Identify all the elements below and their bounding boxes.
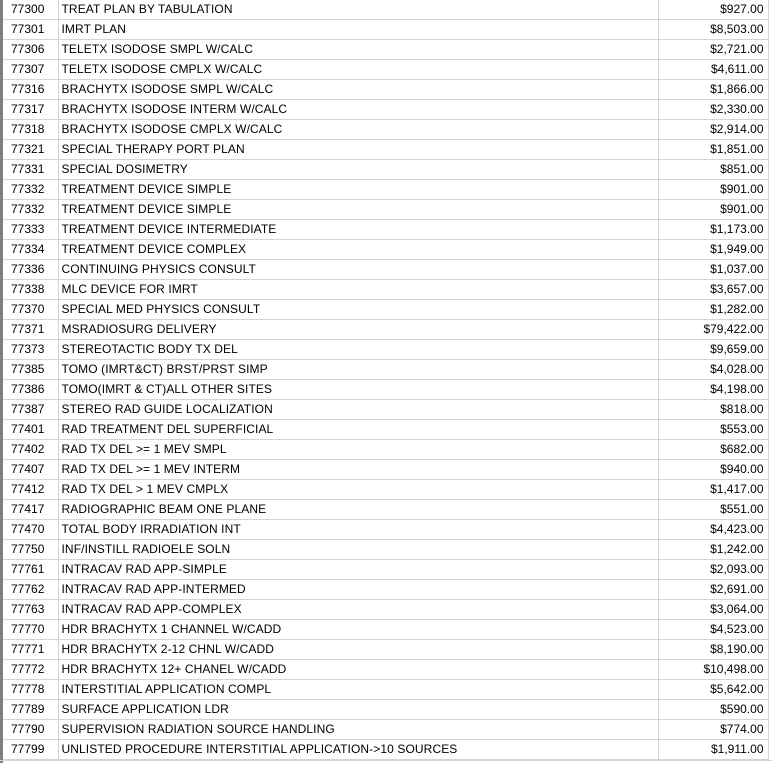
cell-price[interactable]: $901.00 bbox=[658, 180, 768, 200]
cell-description[interactable]: TOMO (IMRT&CT) BRST/PRST SIMP bbox=[58, 360, 658, 380]
table-row bbox=[3, 740, 768, 760]
cell-price[interactable]: $1,037.00 bbox=[658, 260, 768, 280]
cell-description[interactable]: TELETX ISODOSE CMPLX W/CALC bbox=[58, 60, 658, 80]
cell-procedure-code[interactable]: 77338 bbox=[3, 280, 58, 300]
cell-description[interactable]: BRACHYTX ISODOSE SMPL W/CALC bbox=[58, 80, 658, 100]
table-row bbox=[3, 100, 768, 120]
cell-procedure-code[interactable]: 77300 bbox=[3, 0, 58, 20]
table-body bbox=[3, 0, 768, 760]
cell-price[interactable]: $3,657.00 bbox=[658, 280, 768, 300]
cell-price[interactable]: $851.00 bbox=[658, 160, 768, 180]
cell-description[interactable]: INF/INSTILL RADIOELE SOLN bbox=[58, 540, 658, 560]
cell-procedure-code[interactable]: 77763 bbox=[3, 600, 58, 620]
cell-procedure-code[interactable]: 77318 bbox=[3, 120, 58, 140]
table-row bbox=[3, 420, 768, 440]
cell-procedure-code[interactable]: 77761 bbox=[3, 560, 58, 580]
cell-price[interactable]: $1,417.00 bbox=[658, 480, 768, 500]
partial-row[interactable] bbox=[0, 760, 772, 764]
cell-description[interactable]: TREATMENT DEVICE SIMPLE bbox=[58, 200, 658, 220]
cell-procedure-code[interactable]: 77417 bbox=[3, 500, 58, 520]
cell-price[interactable]: $4,523.00 bbox=[658, 620, 768, 640]
cell-procedure-code[interactable]: 77771 bbox=[3, 640, 58, 660]
cell-price[interactable]: $1,173.00 bbox=[658, 220, 768, 240]
cell-price[interactable]: $8,190.00 bbox=[658, 640, 768, 660]
table-row bbox=[3, 140, 768, 160]
cell-price[interactable]: $1,282.00 bbox=[658, 300, 768, 320]
table-row bbox=[3, 20, 768, 40]
table-row bbox=[3, 120, 768, 140]
table-row bbox=[3, 200, 768, 220]
table-row bbox=[3, 300, 768, 320]
cell-procedure-code[interactable]: 77762 bbox=[3, 580, 58, 600]
cell-procedure-code[interactable]: 77470 bbox=[3, 520, 58, 540]
cell-procedure-code[interactable]: 77306 bbox=[3, 40, 58, 60]
cell-price[interactable]: $774.00 bbox=[658, 720, 768, 740]
cell-price[interactable]: $551.00 bbox=[658, 500, 768, 520]
cell-procedure-code[interactable]: 77333 bbox=[3, 220, 58, 240]
table-row bbox=[3, 520, 768, 540]
cell-price[interactable]: $2,721.00 bbox=[658, 40, 768, 60]
cell-price[interactable]: $940.00 bbox=[658, 460, 768, 480]
price-table bbox=[3, 0, 769, 760]
cell-price[interactable]: $2,914.00 bbox=[658, 120, 768, 140]
cell-price[interactable]: $4,423.00 bbox=[658, 520, 768, 540]
cell-procedure-code[interactable]: 77332 bbox=[3, 200, 58, 220]
cell-description[interactable]: UNLISTED PROCEDURE INTERSTITIAL APPLICATION->10 SOURCES bbox=[58, 740, 658, 760]
table-row bbox=[3, 620, 768, 640]
cell-price[interactable]: $1,911.00 bbox=[658, 740, 768, 760]
table-row bbox=[3, 260, 768, 280]
table-row bbox=[3, 380, 768, 400]
cell-description[interactable]: SPECIAL THERAPY PORT PLAN bbox=[58, 140, 658, 160]
table-row bbox=[3, 0, 768, 20]
cell-description[interactable]: STEREO RAD GUIDE LOCALIZATION bbox=[58, 400, 658, 420]
cell-description[interactable]: TOTAL BODY IRRADIATION INT bbox=[58, 520, 658, 540]
cell-procedure-code[interactable]: 77373 bbox=[3, 340, 58, 360]
table-row bbox=[3, 680, 768, 700]
table-row bbox=[3, 640, 768, 660]
cell-procedure-code[interactable]: 77385 bbox=[3, 360, 58, 380]
table-row bbox=[3, 400, 768, 420]
table-row bbox=[3, 460, 768, 480]
table-row bbox=[3, 280, 768, 300]
cell-description[interactable]: MSRADIOSURG DELIVERY bbox=[58, 320, 658, 340]
cell-price[interactable]: $79,422.00 bbox=[658, 320, 768, 340]
cell-description[interactable]: TREATMENT DEVICE SIMPLE bbox=[58, 180, 658, 200]
table-row bbox=[3, 580, 768, 600]
cell-procedure-code[interactable]: 77778 bbox=[3, 680, 58, 700]
cell-description[interactable]: INTRACAV RAD APP-COMPLEX bbox=[58, 600, 658, 620]
cell-description[interactable]: INTERSTITIAL APPLICATION COMPL bbox=[58, 680, 658, 700]
cell-price[interactable]: $682.00 bbox=[658, 440, 768, 460]
cell-description[interactable]: MLC DEVICE FOR IMRT bbox=[58, 280, 658, 300]
cell-price[interactable]: $1,242.00 bbox=[658, 540, 768, 560]
cell-price[interactable]: $901.00 bbox=[658, 200, 768, 220]
cell-price[interactable]: $553.00 bbox=[658, 420, 768, 440]
cell-procedure-code[interactable]: 77301 bbox=[3, 20, 58, 40]
table-row bbox=[3, 160, 768, 180]
cell-description[interactable]: SUPERVISION RADIATION SOURCE HANDLING bbox=[58, 720, 658, 740]
table-row bbox=[3, 480, 768, 500]
cell-price[interactable]: $590.00 bbox=[658, 700, 768, 720]
cell-description[interactable]: STEREOTACTIC BODY TX DEL bbox=[58, 340, 658, 360]
cell-price[interactable]: $4,611.00 bbox=[658, 60, 768, 80]
table-row bbox=[3, 80, 768, 100]
table-row bbox=[3, 560, 768, 580]
cell-description[interactable]: RAD TX DEL > 1 MEV CMPLX bbox=[58, 480, 658, 500]
cell-description[interactable]: RADIOGRAPHIC BEAM ONE PLANE bbox=[58, 500, 658, 520]
cell-price[interactable]: $1,866.00 bbox=[658, 80, 768, 100]
cell-description[interactable]: BRACHYTX ISODOSE INTERM W/CALC bbox=[58, 100, 658, 120]
table-row bbox=[3, 360, 768, 380]
cell-description[interactable]: INTRACAV RAD APP-SIMPLE bbox=[58, 560, 658, 580]
cell-procedure-code[interactable]: 77412 bbox=[3, 480, 58, 500]
cell-description[interactable]: INTRACAV RAD APP-INTERMED bbox=[58, 580, 658, 600]
cell-price[interactable]: $4,028.00 bbox=[658, 360, 768, 380]
cell-procedure-code[interactable]: 77789 bbox=[3, 700, 58, 720]
cell-price[interactable]: $10,498.00 bbox=[658, 660, 768, 680]
cell-procedure-code[interactable]: 77407 bbox=[3, 460, 58, 480]
table-row bbox=[3, 660, 768, 680]
cell-procedure-code[interactable]: 77401 bbox=[3, 420, 58, 440]
cell-price[interactable]: $3,064.00 bbox=[658, 600, 768, 620]
cell-description[interactable]: TELETX ISODOSE SMPL W/CALC bbox=[58, 40, 658, 60]
cell-procedure-code[interactable]: 77332 bbox=[3, 180, 58, 200]
cell-procedure-code[interactable]: 77387 bbox=[3, 400, 58, 420]
cell-price[interactable]: $1,851.00 bbox=[658, 140, 768, 160]
table-row bbox=[3, 220, 768, 240]
cell-description[interactable]: SURFACE APPLICATION LDR bbox=[58, 700, 658, 720]
cell-price[interactable]: $8,503.00 bbox=[658, 20, 768, 40]
cell-procedure-code[interactable]: 77370 bbox=[3, 300, 58, 320]
cell-price[interactable]: $4,198.00 bbox=[658, 380, 768, 400]
cell-description[interactable]: TOMO(IMRT & CT)ALL OTHER SITES bbox=[58, 380, 658, 400]
cell-description[interactable]: BRACHYTX ISODOSE CMPLX W/CALC bbox=[58, 120, 658, 140]
cell-description[interactable]: SPECIAL MED PHYSICS CONSULT bbox=[58, 300, 658, 320]
cell-description[interactable]: HDR BRACHYTX 12+ CHANEL W/CADD bbox=[58, 660, 658, 680]
table-row bbox=[3, 500, 768, 520]
cell-description[interactable]: CONTINUING PHYSICS CONSULT bbox=[58, 260, 658, 280]
cell-procedure-code[interactable]: 77799 bbox=[3, 740, 58, 760]
cell-description[interactable]: RAD TREATMENT DEL SUPERFICIAL bbox=[58, 420, 658, 440]
table-row bbox=[3, 600, 768, 620]
cell-procedure-code[interactable]: 77772 bbox=[3, 660, 58, 680]
cell-procedure-code[interactable]: 77770 bbox=[3, 620, 58, 640]
table-row bbox=[3, 340, 768, 360]
table-row bbox=[3, 180, 768, 200]
cell-description[interactable]: IMRT PLAN bbox=[58, 20, 658, 40]
cell-price[interactable]: $2,093.00 bbox=[658, 560, 768, 580]
cell-description[interactable]: TREATMENT DEVICE INTERMEDIATE bbox=[58, 220, 658, 240]
cell-description[interactable]: HDR BRACHYTX 1 CHANNEL W/CADD bbox=[58, 620, 658, 640]
cell-procedure-code[interactable]: 77386 bbox=[3, 380, 58, 400]
cell-price[interactable]: $9,659.00 bbox=[658, 340, 768, 360]
table-row bbox=[3, 720, 768, 740]
cell-procedure-code[interactable]: 77307 bbox=[3, 60, 58, 80]
cell-procedure-code[interactable]: 77750 bbox=[3, 540, 58, 560]
table-row bbox=[3, 700, 768, 720]
cell-procedure-code[interactable]: 77317 bbox=[3, 100, 58, 120]
cell-price[interactable]: $5,642.00 bbox=[658, 680, 768, 700]
cell-description[interactable]: RAD TX DEL >= 1 MEV INTERM bbox=[58, 460, 658, 480]
cell-description[interactable]: TREAT PLAN BY TABULATION bbox=[58, 0, 658, 20]
cell-procedure-code[interactable]: 77336 bbox=[3, 260, 58, 280]
table-row bbox=[3, 60, 768, 80]
cell-procedure-code[interactable]: 77331 bbox=[3, 160, 58, 180]
cell-price[interactable]: $2,330.00 bbox=[658, 100, 768, 120]
cell-price[interactable]: $2,691.00 bbox=[658, 580, 768, 600]
cell-procedure-code[interactable]: 77321 bbox=[3, 140, 58, 160]
cell-price[interactable]: $927.00 bbox=[658, 0, 768, 20]
cell-description[interactable]: HDR BRACHYTX 2-12 CHNL W/CADD bbox=[58, 640, 658, 660]
table-row bbox=[3, 40, 768, 60]
cell-description[interactable]: SPECIAL DOSIMETRY bbox=[58, 160, 658, 180]
cell-price[interactable]: $1,949.00 bbox=[658, 240, 768, 260]
cell-procedure-code[interactable]: 77334 bbox=[3, 240, 58, 260]
table-row bbox=[3, 240, 768, 260]
cell-description[interactable]: RAD TX DEL >= 1 MEV SMPL bbox=[58, 440, 658, 460]
table-row bbox=[3, 320, 768, 340]
cell-procedure-code[interactable]: 77402 bbox=[3, 440, 58, 460]
cell-procedure-code[interactable]: 77790 bbox=[3, 720, 58, 740]
table-row bbox=[3, 540, 768, 560]
cell-description[interactable]: TREATMENT DEVICE COMPLEX bbox=[58, 240, 658, 260]
cell-procedure-code[interactable]: 77371 bbox=[3, 320, 58, 340]
cell-price[interactable]: $818.00 bbox=[658, 400, 768, 420]
table-row bbox=[3, 440, 768, 460]
cell-procedure-code[interactable]: 77316 bbox=[3, 80, 58, 100]
